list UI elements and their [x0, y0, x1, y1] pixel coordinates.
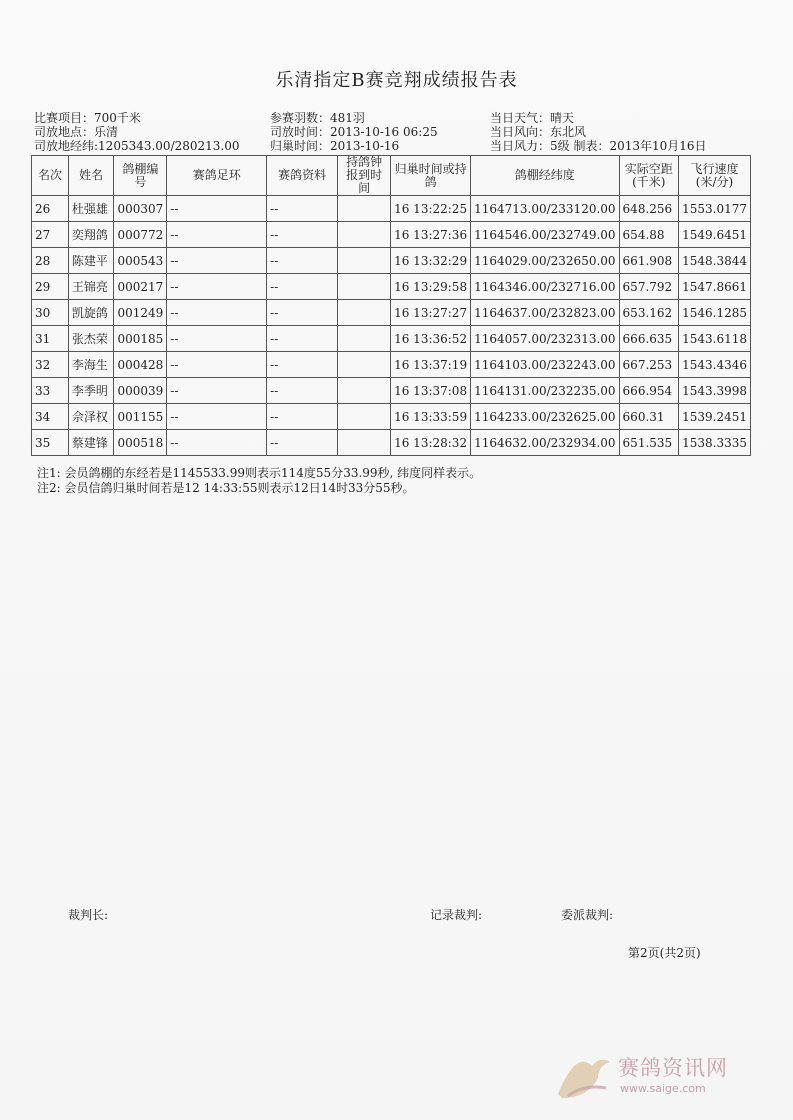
cell-clock-time [338, 274, 391, 300]
cell-rank: 34 [32, 404, 69, 430]
cell-name: 李海生 [68, 352, 114, 378]
wind-force-and-date: 当日风力：5级 制表：2013年10月16日 [490, 139, 707, 153]
race-item: 比赛项目：700千米 [34, 111, 141, 125]
table-row [32, 404, 751, 430]
cell-distance: 653.162 [619, 300, 678, 326]
page-number: 第2页(共2页) [628, 946, 701, 960]
cell-loft-id: 000217 [114, 274, 167, 300]
cell-loft-id: 001155 [114, 404, 167, 430]
cell-speed: 1553.0177 [679, 196, 751, 222]
cell-ring: -- [167, 222, 267, 248]
cell-name: 李季明 [68, 378, 114, 404]
cell-return-time: 16 13:29:58 [391, 274, 471, 300]
watermark-text: 赛鸽资讯网 [618, 1056, 728, 1080]
cell-pigeon-info: -- [267, 300, 338, 326]
cell-distance: 666.635 [619, 326, 678, 352]
header-coordinates: 鸽棚经纬度 [471, 156, 619, 196]
cell-rank: 26 [32, 196, 69, 222]
cell-pigeon-info: -- [267, 196, 338, 222]
table-row [32, 352, 751, 378]
cell-coordinates: 1164346.00/232716.00 [471, 274, 619, 300]
cell-speed: 1549.6451 [679, 222, 751, 248]
cell-ring: -- [167, 196, 267, 222]
header-pigeon-info: 赛鸽资料 [267, 156, 338, 196]
cell-ring: -- [167, 326, 267, 352]
cell-coordinates: 1164029.00/232650.00 [471, 248, 619, 274]
header-return-time: 归巢时间或持鸽 [391, 156, 471, 196]
cell-return-time: 16 13:28:32 [391, 430, 471, 456]
table-row [32, 222, 751, 248]
cell-clock-time [338, 196, 391, 222]
header-ring: 赛鸽足环 [167, 156, 267, 196]
cell-loft-id: 000307 [114, 196, 167, 222]
watermark [548, 1044, 758, 1106]
table-body [32, 196, 751, 456]
cell-rank: 32 [32, 352, 69, 378]
cell-pigeon-info: -- [267, 378, 338, 404]
cell-clock-time [338, 300, 391, 326]
table-row [32, 274, 751, 300]
cell-loft-id: 000428 [114, 352, 167, 378]
table-row [32, 300, 751, 326]
cell-speed: 1547.8661 [679, 274, 751, 300]
table-row [32, 326, 751, 352]
cell-name: 佘泽权 [68, 404, 114, 430]
cell-loft-id: 000185 [114, 326, 167, 352]
header-clock-time: 持鸽钟报到时间 [338, 156, 391, 196]
cell-name: 凯旋鸽 [68, 300, 114, 326]
cell-distance: 661.908 [619, 248, 678, 274]
cell-distance: 648.256 [619, 196, 678, 222]
cell-loft-id: 000772 [114, 222, 167, 248]
release-time: 司放时间：2013-10-16 06:25 [270, 125, 438, 139]
cell-clock-time [338, 378, 391, 404]
cell-distance: 666.954 [619, 378, 678, 404]
cell-rank: 30 [32, 300, 69, 326]
entry-count: 参赛羽数：481羽 [270, 111, 365, 125]
cell-name: 王锦亮 [68, 274, 114, 300]
cell-return-time: 16 13:27:36 [391, 222, 471, 248]
cell-return-time: 16 13:27:27 [391, 300, 471, 326]
cell-coordinates: 1164632.00/232934.00 [471, 430, 619, 456]
cell-name: 蔡建锋 [68, 430, 114, 456]
cell-coordinates: 1164637.00/232823.00 [471, 300, 619, 326]
cell-speed: 1543.4346 [679, 352, 751, 378]
pigeon-logo-icon [548, 1044, 618, 1106]
cell-loft-id: 000518 [114, 430, 167, 456]
cell-rank: 31 [32, 326, 69, 352]
cell-clock-time [338, 352, 391, 378]
cell-coordinates: 1164103.00/232243.00 [471, 352, 619, 378]
cell-ring: -- [167, 248, 267, 274]
chief-judge-label: 裁判长: [68, 908, 109, 922]
release-coordinates: 司放地经纬:1205343.00/280213.00 [34, 139, 240, 153]
header-info-middle [270, 111, 438, 153]
cell-pigeon-info: -- [267, 248, 338, 274]
header-name: 姓名 [68, 156, 114, 196]
header-distance: 实际空距(千米) [619, 156, 678, 196]
recorder-judge-label: 记录裁判: [430, 908, 483, 922]
report-title: 乐清指定B赛竞翔成绩报告表 [275, 70, 518, 91]
cell-name: 杜强雄 [68, 196, 114, 222]
cell-distance: 651.535 [619, 430, 678, 456]
header-info-right [490, 111, 707, 153]
note-2: 注2: 会员信鸽归巢时间若是12 14:33:55则表示12日14时33分55秒。 [37, 481, 415, 495]
cell-pigeon-info: -- [267, 274, 338, 300]
table-row [32, 248, 751, 274]
cell-clock-time [338, 326, 391, 352]
cell-ring: -- [167, 352, 267, 378]
watermark-url: www.saige.com [620, 1082, 706, 1095]
note-1: 注1: 会员鸽棚的东经若是1145533.99则表示114度55分33.99秒, 纬度同样表示。 [37, 466, 482, 480]
cell-clock-time [338, 248, 391, 274]
cell-distance: 657.792 [619, 274, 678, 300]
cell-speed: 1543.3998 [679, 378, 751, 404]
cell-clock-time [338, 222, 391, 248]
cell-distance: 660.31 [619, 404, 678, 430]
cell-speed: 1538.3335 [679, 430, 751, 456]
cell-rank: 29 [32, 274, 69, 300]
cell-clock-time [338, 430, 391, 456]
cell-return-time: 16 13:37:08 [391, 378, 471, 404]
cell-return-time: 16 13:32:29 [391, 248, 471, 274]
notes [37, 466, 481, 496]
cell-rank: 27 [32, 222, 69, 248]
cell-return-time: 16 13:22:25 [391, 196, 471, 222]
header-loft-id: 鸽棚编号 [114, 156, 167, 196]
table-row [32, 196, 751, 222]
table-row [32, 430, 751, 456]
header-info-left [34, 111, 240, 153]
delegate-judge-label: 委派裁判: [561, 908, 614, 922]
cell-rank: 28 [32, 248, 69, 274]
cell-distance: 667.253 [619, 352, 678, 378]
cell-coordinates: 1164713.00/233120.00 [471, 196, 619, 222]
header-rank: 名次 [32, 156, 69, 196]
cell-return-time: 16 13:33:59 [391, 404, 471, 430]
table-header-row [32, 156, 751, 196]
cell-name: 陈建平 [68, 248, 114, 274]
cell-loft-id: 000543 [114, 248, 167, 274]
cell-ring: -- [167, 274, 267, 300]
cell-ring: -- [167, 430, 267, 456]
cell-name: 张杰荣 [68, 326, 114, 352]
cell-return-time: 16 13:36:52 [391, 326, 471, 352]
cell-loft-id: 000039 [114, 378, 167, 404]
return-date: 归巢时间：2013-10-16 [270, 139, 400, 153]
header-speed: 飞行速度(米/分) [679, 156, 751, 196]
cell-pigeon-info: -- [267, 404, 338, 430]
cell-pigeon-info: -- [267, 352, 338, 378]
release-location: 司放地点：乐清 [34, 125, 119, 139]
weather: 当日天气：晴天 [490, 111, 575, 125]
wind-direction: 当日风向：东北风 [490, 125, 587, 139]
table-row [32, 378, 751, 404]
cell-loft-id: 001249 [114, 300, 167, 326]
cell-coordinates: 1164057.00/232313.00 [471, 326, 619, 352]
cell-ring: -- [167, 404, 267, 430]
cell-coordinates: 1164546.00/232749.00 [471, 222, 619, 248]
cell-pigeon-info: -- [267, 430, 338, 456]
results-table [31, 155, 751, 456]
cell-ring: -- [167, 378, 267, 404]
cell-return-time: 16 13:37:19 [391, 352, 471, 378]
cell-distance: 654.88 [619, 222, 678, 248]
cell-speed: 1546.1285 [679, 300, 751, 326]
cell-ring: -- [167, 300, 267, 326]
cell-name: 奕翔鸽 [68, 222, 114, 248]
cell-speed: 1548.3844 [679, 248, 751, 274]
cell-clock-time [338, 404, 391, 430]
cell-coordinates: 1164233.00/232625.00 [471, 404, 619, 430]
cell-speed: 1539.2451 [679, 404, 751, 430]
cell-speed: 1543.6118 [679, 326, 751, 352]
cell-rank: 35 [32, 430, 69, 456]
cell-pigeon-info: -- [267, 222, 338, 248]
cell-rank: 33 [32, 378, 69, 404]
cell-pigeon-info: -- [267, 326, 338, 352]
cell-coordinates: 1164131.00/232235.00 [471, 378, 619, 404]
